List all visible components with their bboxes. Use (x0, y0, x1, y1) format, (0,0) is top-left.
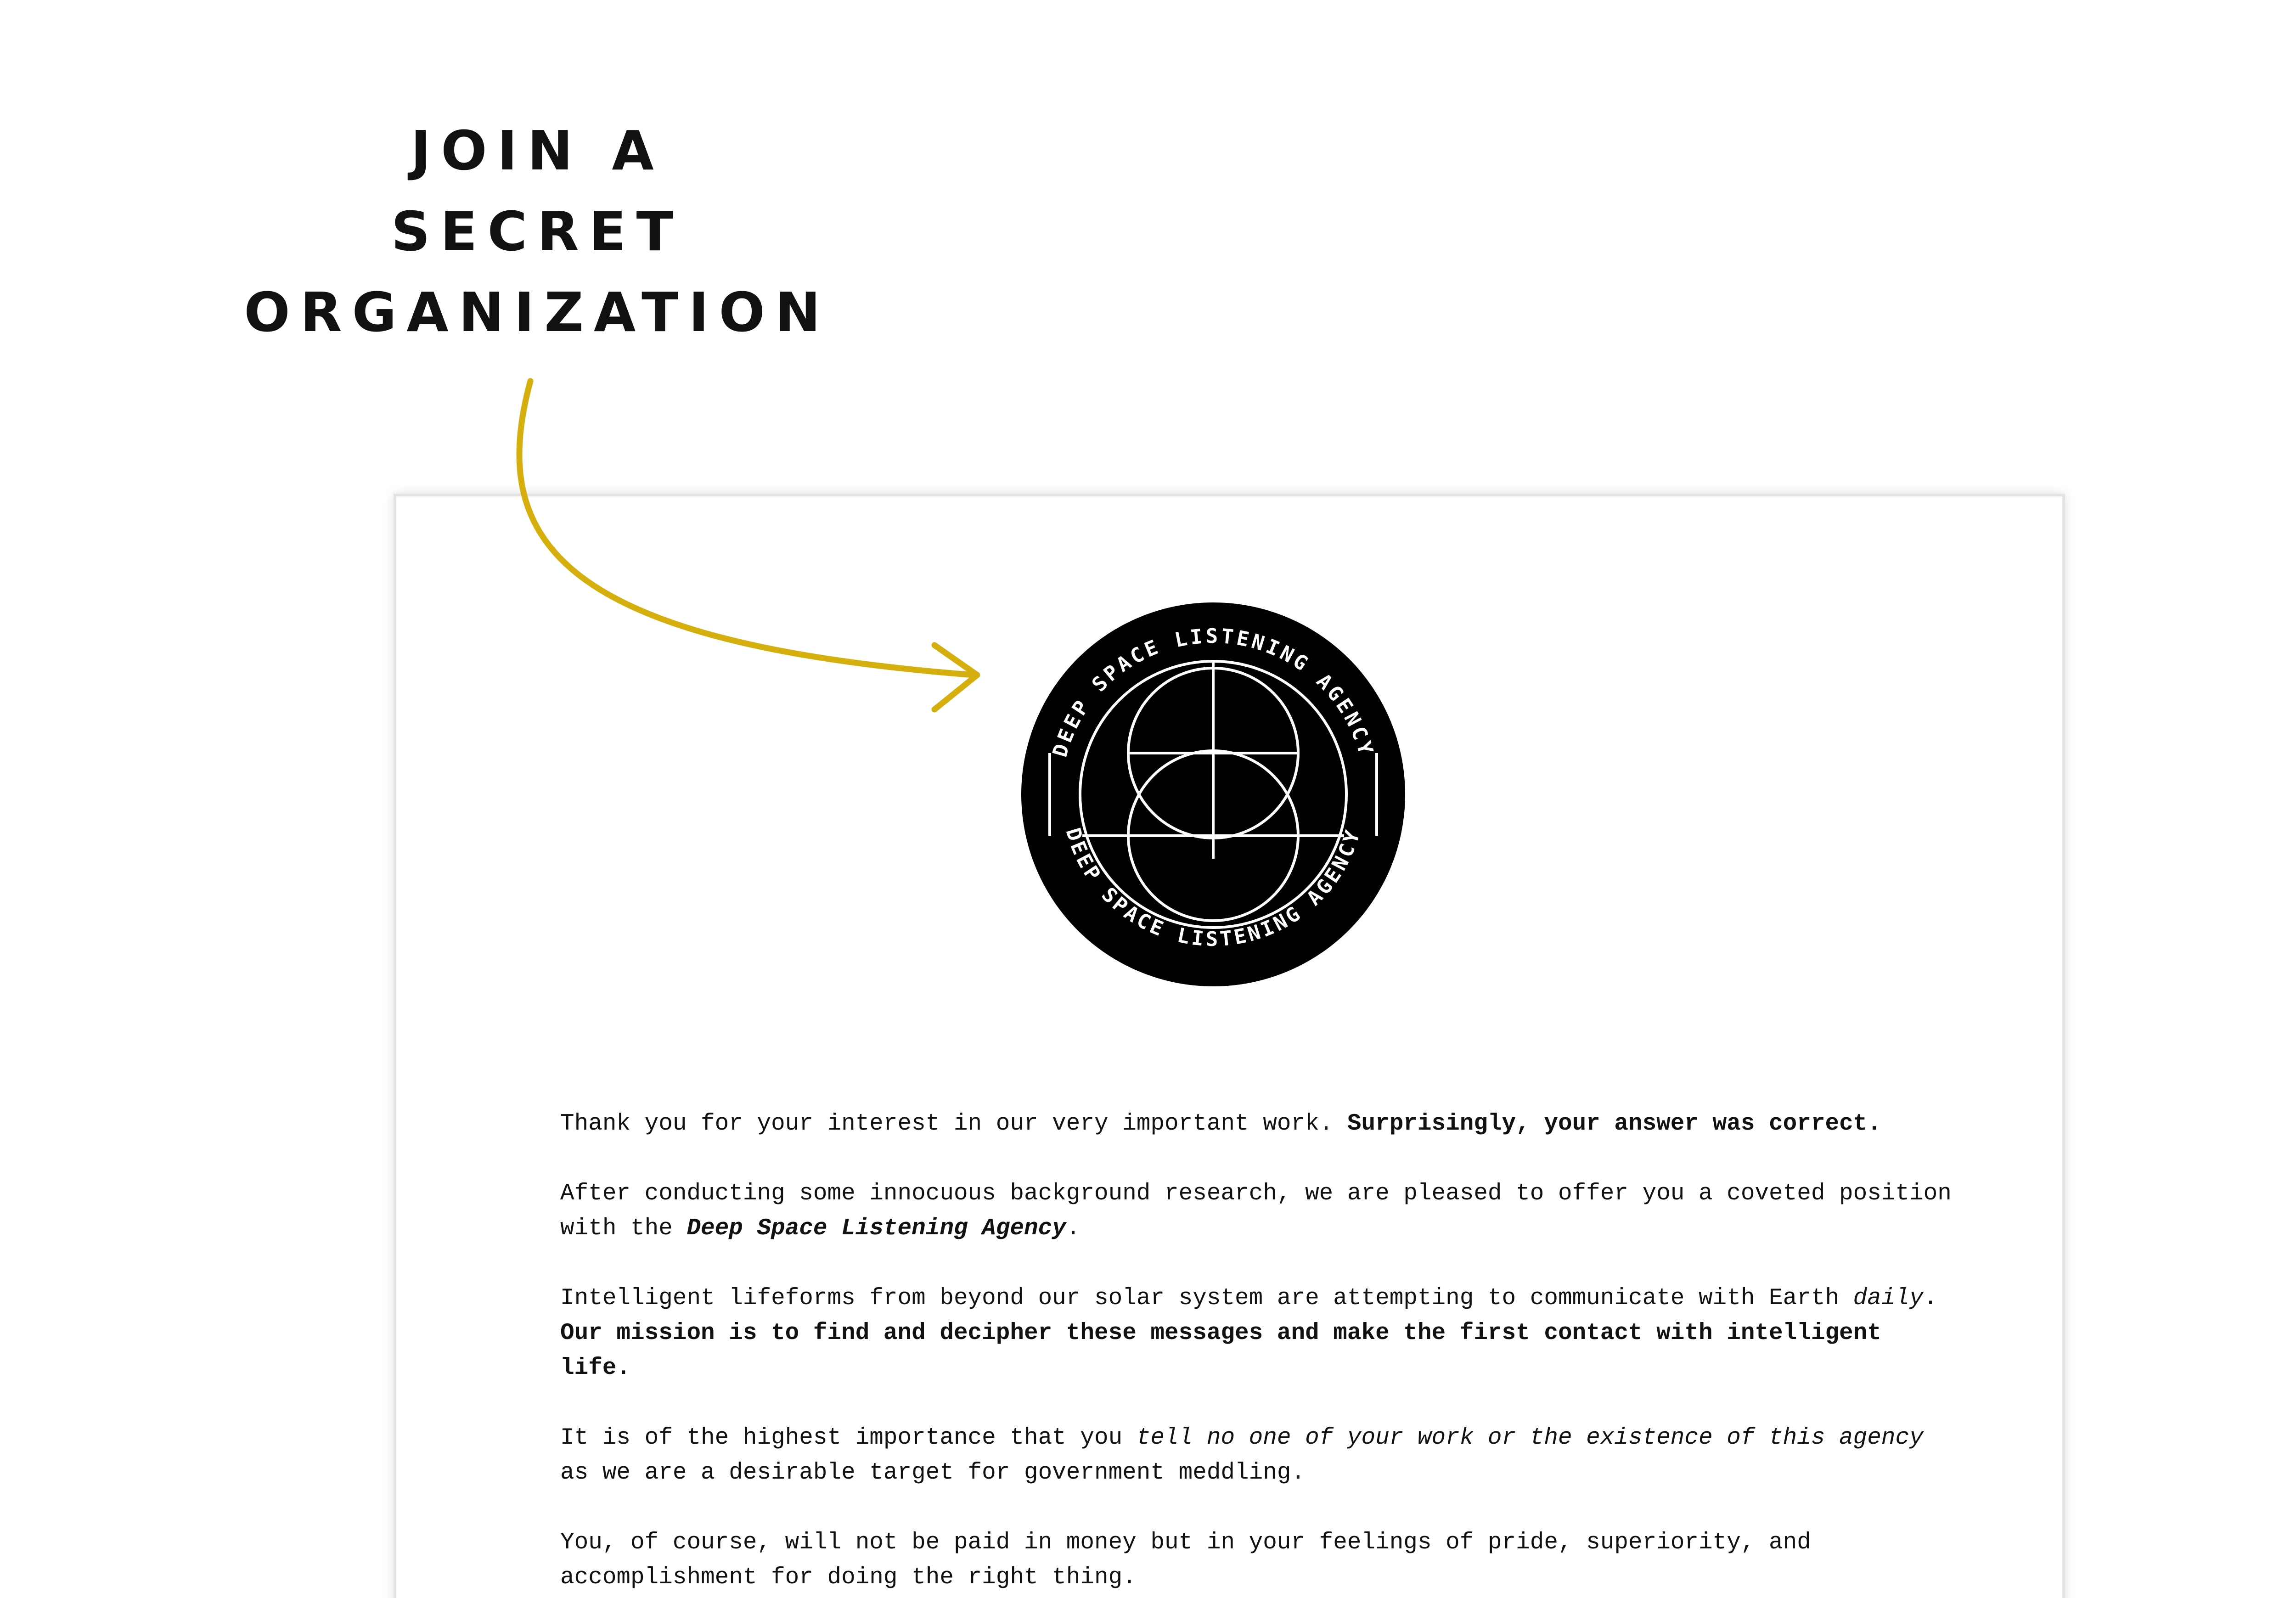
headline (216, 110, 859, 353)
letter-paragraph-2: After conducting some innocuous background research, we are pleased to offer you a coveted position with the Deep Space Listening Agency. (560, 1181, 1952, 1242)
letter-paragraph-5: You, of course, will not be paid in money but in your feelings of pride, superiority, and accomplishment for doing the right thing. (560, 1530, 1811, 1591)
headline-line-3: ORGANIZATION (244, 281, 831, 344)
headline-line-2: SECRET (391, 200, 684, 263)
letter-paragraph-1: Thank you for your interest in our very important work. Surprisingly, your answer was correct. (560, 1111, 1881, 1137)
letter-paragraph-3: Intelligent lifeforms from beyond our solar system are attempting to communicate with Earth daily. Our mission is to find and decipher these messages and make the first contact with intelligent life. (560, 1285, 1938, 1381)
svg-text:DEEP SPACE LISTENING AGENCY: DEEP SPACE LISTENING AGENCY (1048, 625, 1379, 760)
headline-line-1: JOIN A (411, 119, 664, 182)
letter-body (560, 1107, 1965, 1598)
agency-seal-logo (1020, 602, 1406, 987)
letter-paragraph-4: It is of the highest importance that you tell no one of your work or the existence of this agency as we are a desirable target for government meddling. (560, 1425, 1924, 1486)
svg-text:DEEP SPACE LISTENING AGENCY: DEEP SPACE LISTENING AGENCY (1061, 825, 1366, 951)
